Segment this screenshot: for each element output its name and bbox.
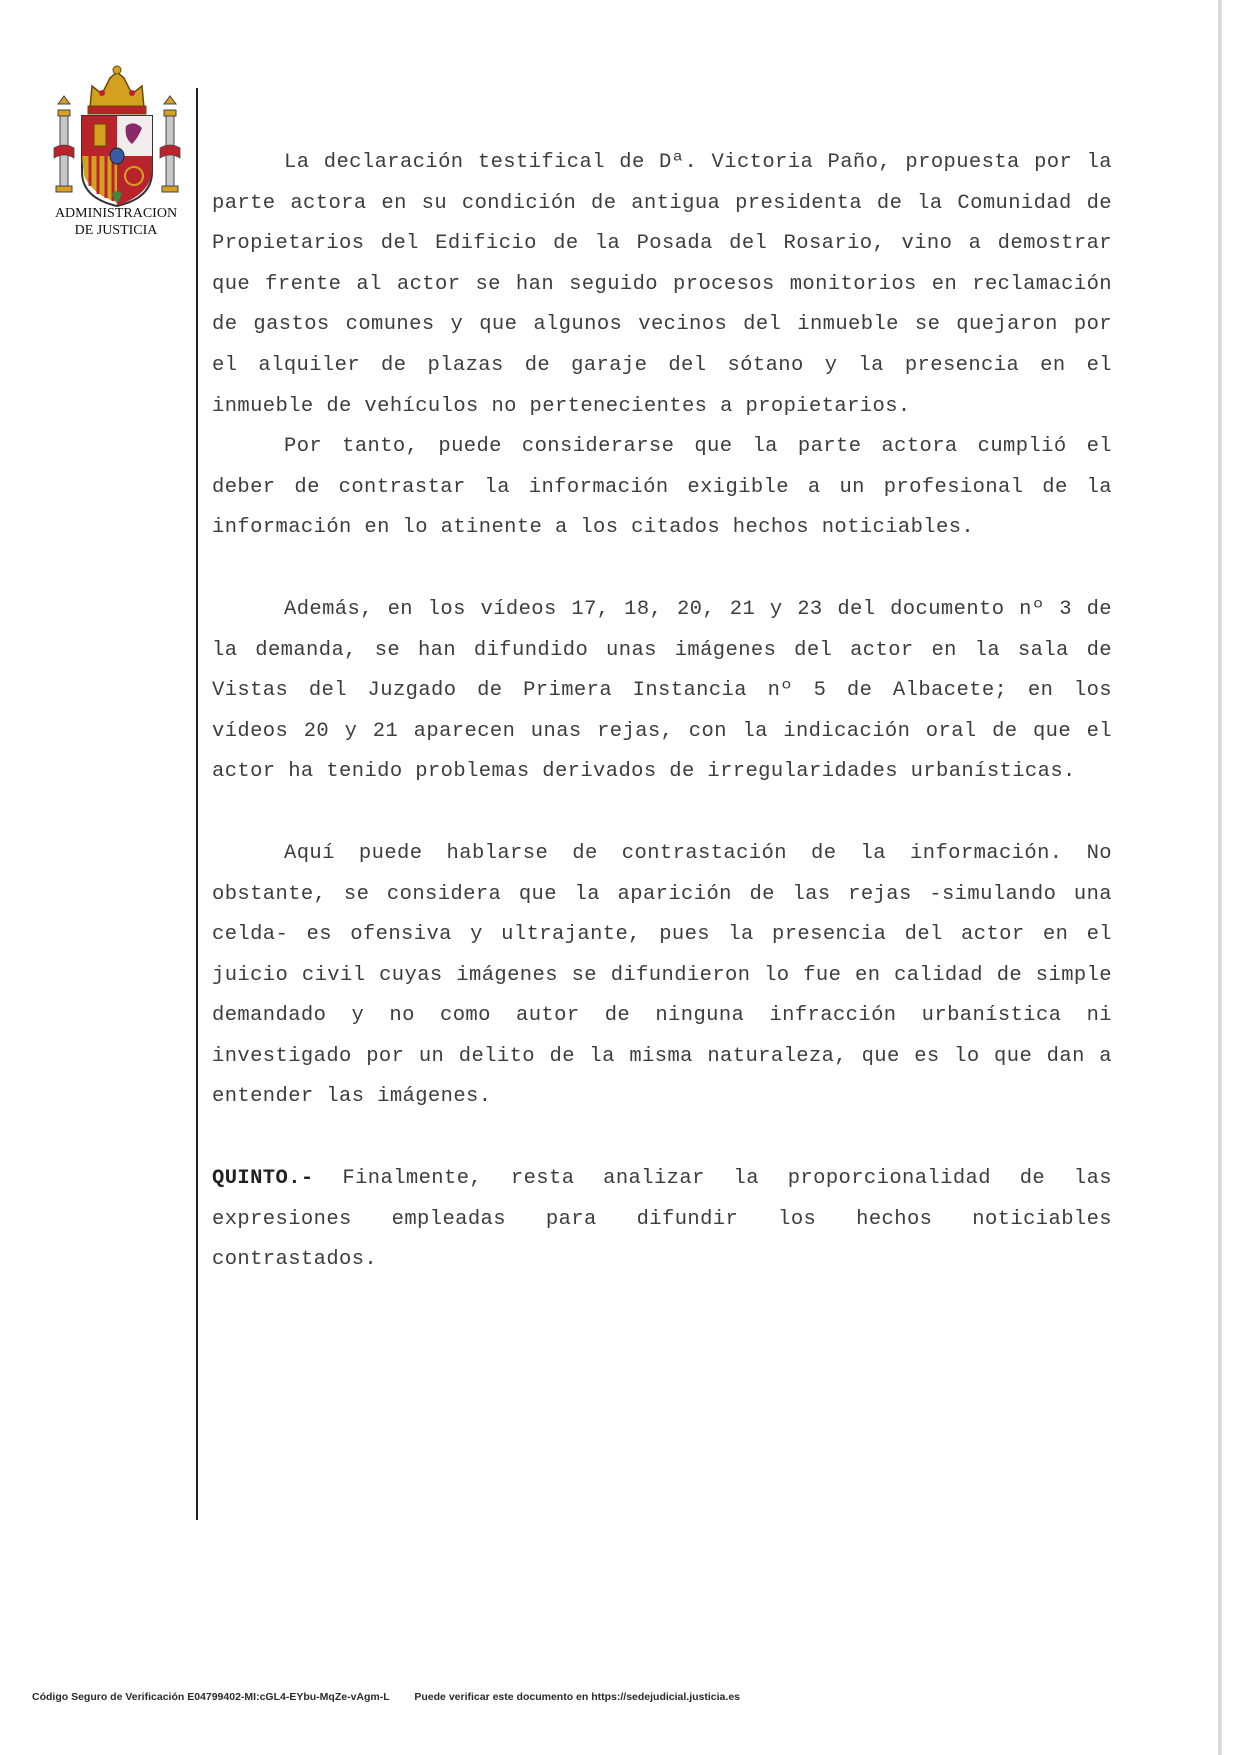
section-heading-quinto: QUINTO.- — [212, 1167, 314, 1191]
institution-line-1: ADMINISTRACION — [54, 206, 178, 221]
institution-line-2: DE JUSTICIA — [74, 223, 158, 238]
paragraph-quinto-text: Finalmente, resta analizar la proporcionalidad de las expresiones empleadas para difundir los hechos noticiables contrastados. — [212, 1167, 1112, 1272]
paragraph-conclusion: Por tanto, puede considerarse que la parte actora cumplió el deber de contrastar la información exigible a un profesional de la información en lo atinente a los citados hechos noticiables. — [212, 435, 1112, 540]
margin-rule — [196, 88, 198, 1520]
coat-of-arms-of-spain-icon — [52, 64, 182, 209]
verification-footer — [32, 1691, 1182, 1703]
paragraph-quinto — [212, 1159, 1112, 1281]
verification-code: Código Seguro de Verificación E04799402-MI:cGL4-EYbu-MqZe-vAgm-L — [32, 1691, 390, 1703]
verification-url-text: Puede verificar este documento en https://sedejudicial.justicia.es — [414, 1691, 740, 1703]
institution-name — [40, 205, 192, 239]
paragraph-testimony: La declaración testifical de Dª. Victoria Paño, propuesta por la parte actora en su condición de antigua presidenta de la Comunidad de Propietarios del Edificio de la Posada del Rosario, vino a demostrar que frente al actor se han seguido procesos monitorios en reclamación de gastos comunes y que algunos vecinos del inmueble se quejaron por el alquiler de plazas de garaje del sótano y la presencia en el inmueble de vehículos no pertenecientes a propietarios. — [212, 151, 1112, 418]
paragraph-videos: Además, en los vídeos 17, 18, 20, 21 y 23 del documento nº 3 de la demanda, se han difundido unas imágenes del actor en la sala de Vistas del Juzgado de Primera Instancia nº 5 de Albacete; en los vídeos 20 y 21 aparecen unas rejas, con la indicación oral de que el actor ha tenido problemas derivados de irregularidades urbanísticas. — [212, 597, 1112, 784]
pillar-right-icon — [162, 96, 178, 192]
shield-icon — [82, 116, 152, 206]
document-body — [212, 143, 1112, 1281]
page-edge-shadow — [1218, 0, 1222, 1755]
paragraph-bars: Aquí puede hablarse de contrastación de la información. No obstante, se considera que la aparición de las rejas -simulando una celda- es ofensiva y ultrajante, pues la presencia del actor en el juicio civil cuyas imágenes se difundieron lo fue en calidad de simple demandado y no como autor de ninguna infracción urbanística ni investigado por un delito de la misma naturaleza, que es lo que dan a entender las imágenes. — [212, 841, 1112, 1109]
pillar-left-icon — [56, 96, 72, 192]
crown-icon — [88, 66, 146, 114]
